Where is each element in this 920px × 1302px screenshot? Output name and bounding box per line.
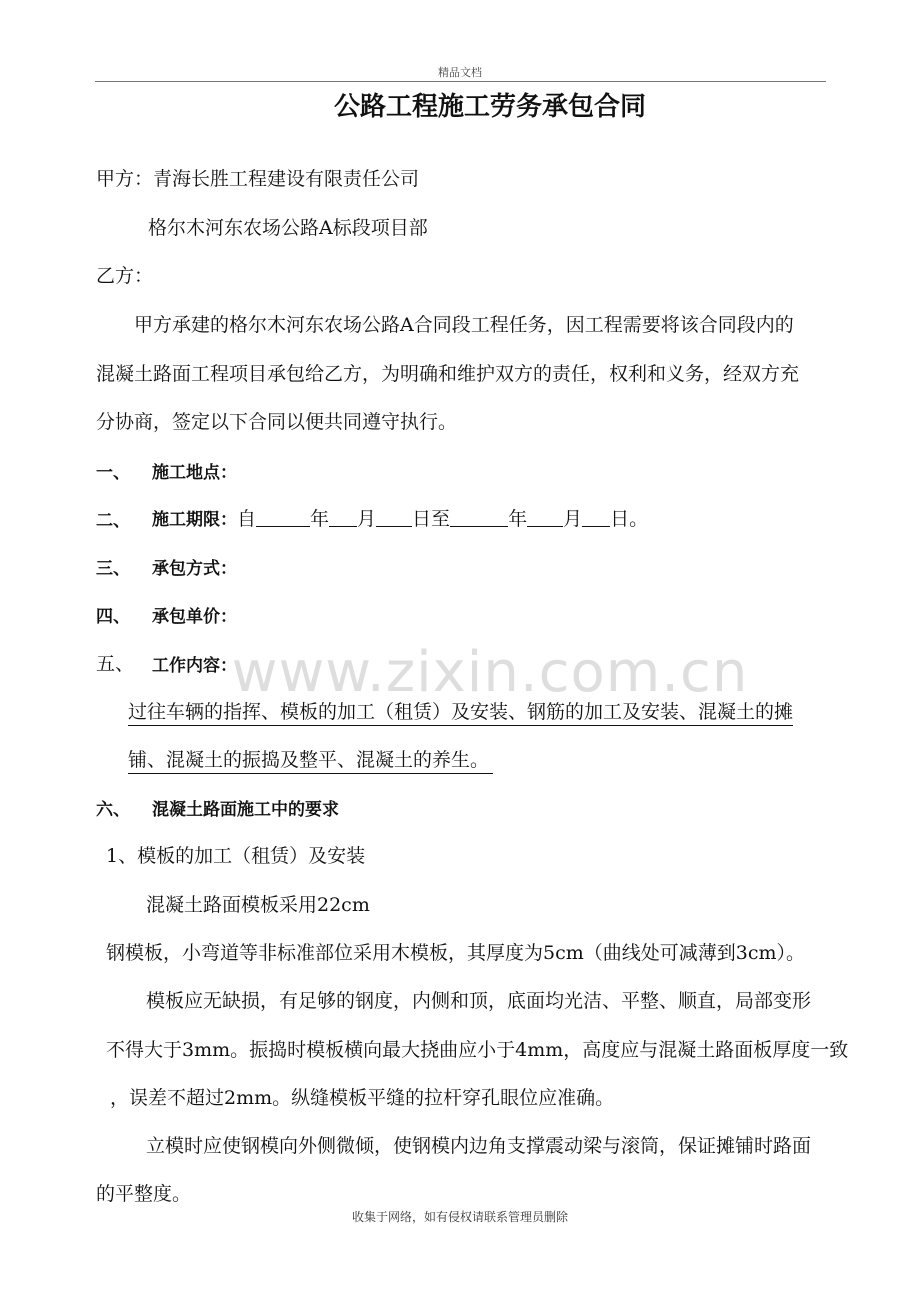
section-2-line [152,504,648,531]
requirement-line-6: 立模时应使钢模向外侧微倾，使钢模内边角支撑震动梁与滚筒，保证摊铺时路面 [146,1135,812,1157]
party-a-label: 甲方： [96,168,154,190]
blank-start-day [376,508,412,527]
requirement-line-2: 钢模板，小弯道等非标准部位采用木模板，其厚度为5cm（曲线处可减薄到3cm）。 [106,942,805,964]
work-content-text-1: 过往车辆的指挥、模板的加工（租赁）及安装、钢筋的加工及安装、混凝土的摊 [128,701,793,726]
blank-end-day [582,508,610,527]
requirement-line-3: 模板应无缺损，有足够的钢度，内侧和顶，底面均光洁、平整、顺直，局部变形 [146,990,812,1012]
blank-end-year [450,508,508,527]
watermark-text: www.zixin.com.cn [231,640,749,705]
requirement-line-4: 不得大于3mm。振捣时模板横向最大挠曲应小于4mm，高度应与混凝土路面板厚度一致 [106,1039,849,1061]
party-a-department: 格尔木河东农场公路A标段项目部 [148,217,428,239]
blank-start-month [329,508,357,527]
header-label: 精品文档 [438,66,482,79]
requirement-item-1-title: 1、模板的加工（租赁）及安装 [106,845,366,867]
section-5-title: 工作内容： [152,656,237,676]
section-4-title: 承包单价： [152,607,237,627]
section-6-title: 混凝土路面施工中的要求 [152,800,339,820]
document-title: 公路工程施工劳务承包合同 [333,92,646,122]
date-year-1: 年 [310,508,330,530]
date-month-2: 月 [563,508,583,530]
section-1-number: 一、 [96,463,130,483]
requirement-line-1: 混凝土路面模板采用22cm [146,894,370,916]
date-from: 自 [237,508,257,530]
blank-start-year [256,508,310,527]
intro-line-3: 分协商，签定以下合同以便共同遵守执行。 [96,411,458,433]
section-1-title: 施工地点： [152,463,237,483]
intro-line-1: 甲方承建的格尔木河东农场公路A合同段工程任务，因工程需要将该合同段内的 [134,314,794,336]
section-3-number: 三、 [96,559,130,579]
footer-note: 收集于网络，如有侵权请联系管理员删除 [351,1210,568,1224]
requirement-line-7: 的平整度。 [96,1183,192,1205]
party-b-label: 乙方： [96,265,154,287]
date-year-2: 年 [508,508,528,530]
party-a-company: 青海长胜工程建设有限责任公司 [153,168,420,190]
work-content-text-2: 铺、混凝土的振捣及整平、混凝土的养生。 [128,749,493,774]
header-divider [95,81,826,82]
party-a [96,164,419,191]
section-5-number: 五、 [96,653,135,675]
date-day-to: 日至 [412,508,451,530]
requirement-line-5: ，误差不超过2mm。纵缝模板平缝的拉杆穿孔眼位应准确。 [110,1087,615,1109]
work-content-line-2 [128,745,493,772]
section-2-number: 二、 [96,511,130,531]
blank-end-month [527,508,563,527]
work-content-line-1 [128,697,793,724]
section-3-title: 承包方式： [152,559,237,579]
section-2-title: 施工期限： [152,510,237,530]
section-6-number: 六、 [96,800,130,820]
date-month-1: 月 [357,508,377,530]
intro-line-2: 混凝土路面工程项目承包给乙方，为明确和维护双方的责任，权利和义务，经双方充 [96,363,800,385]
date-day-end: 日。 [610,508,649,530]
section-4-number: 四、 [96,607,130,627]
